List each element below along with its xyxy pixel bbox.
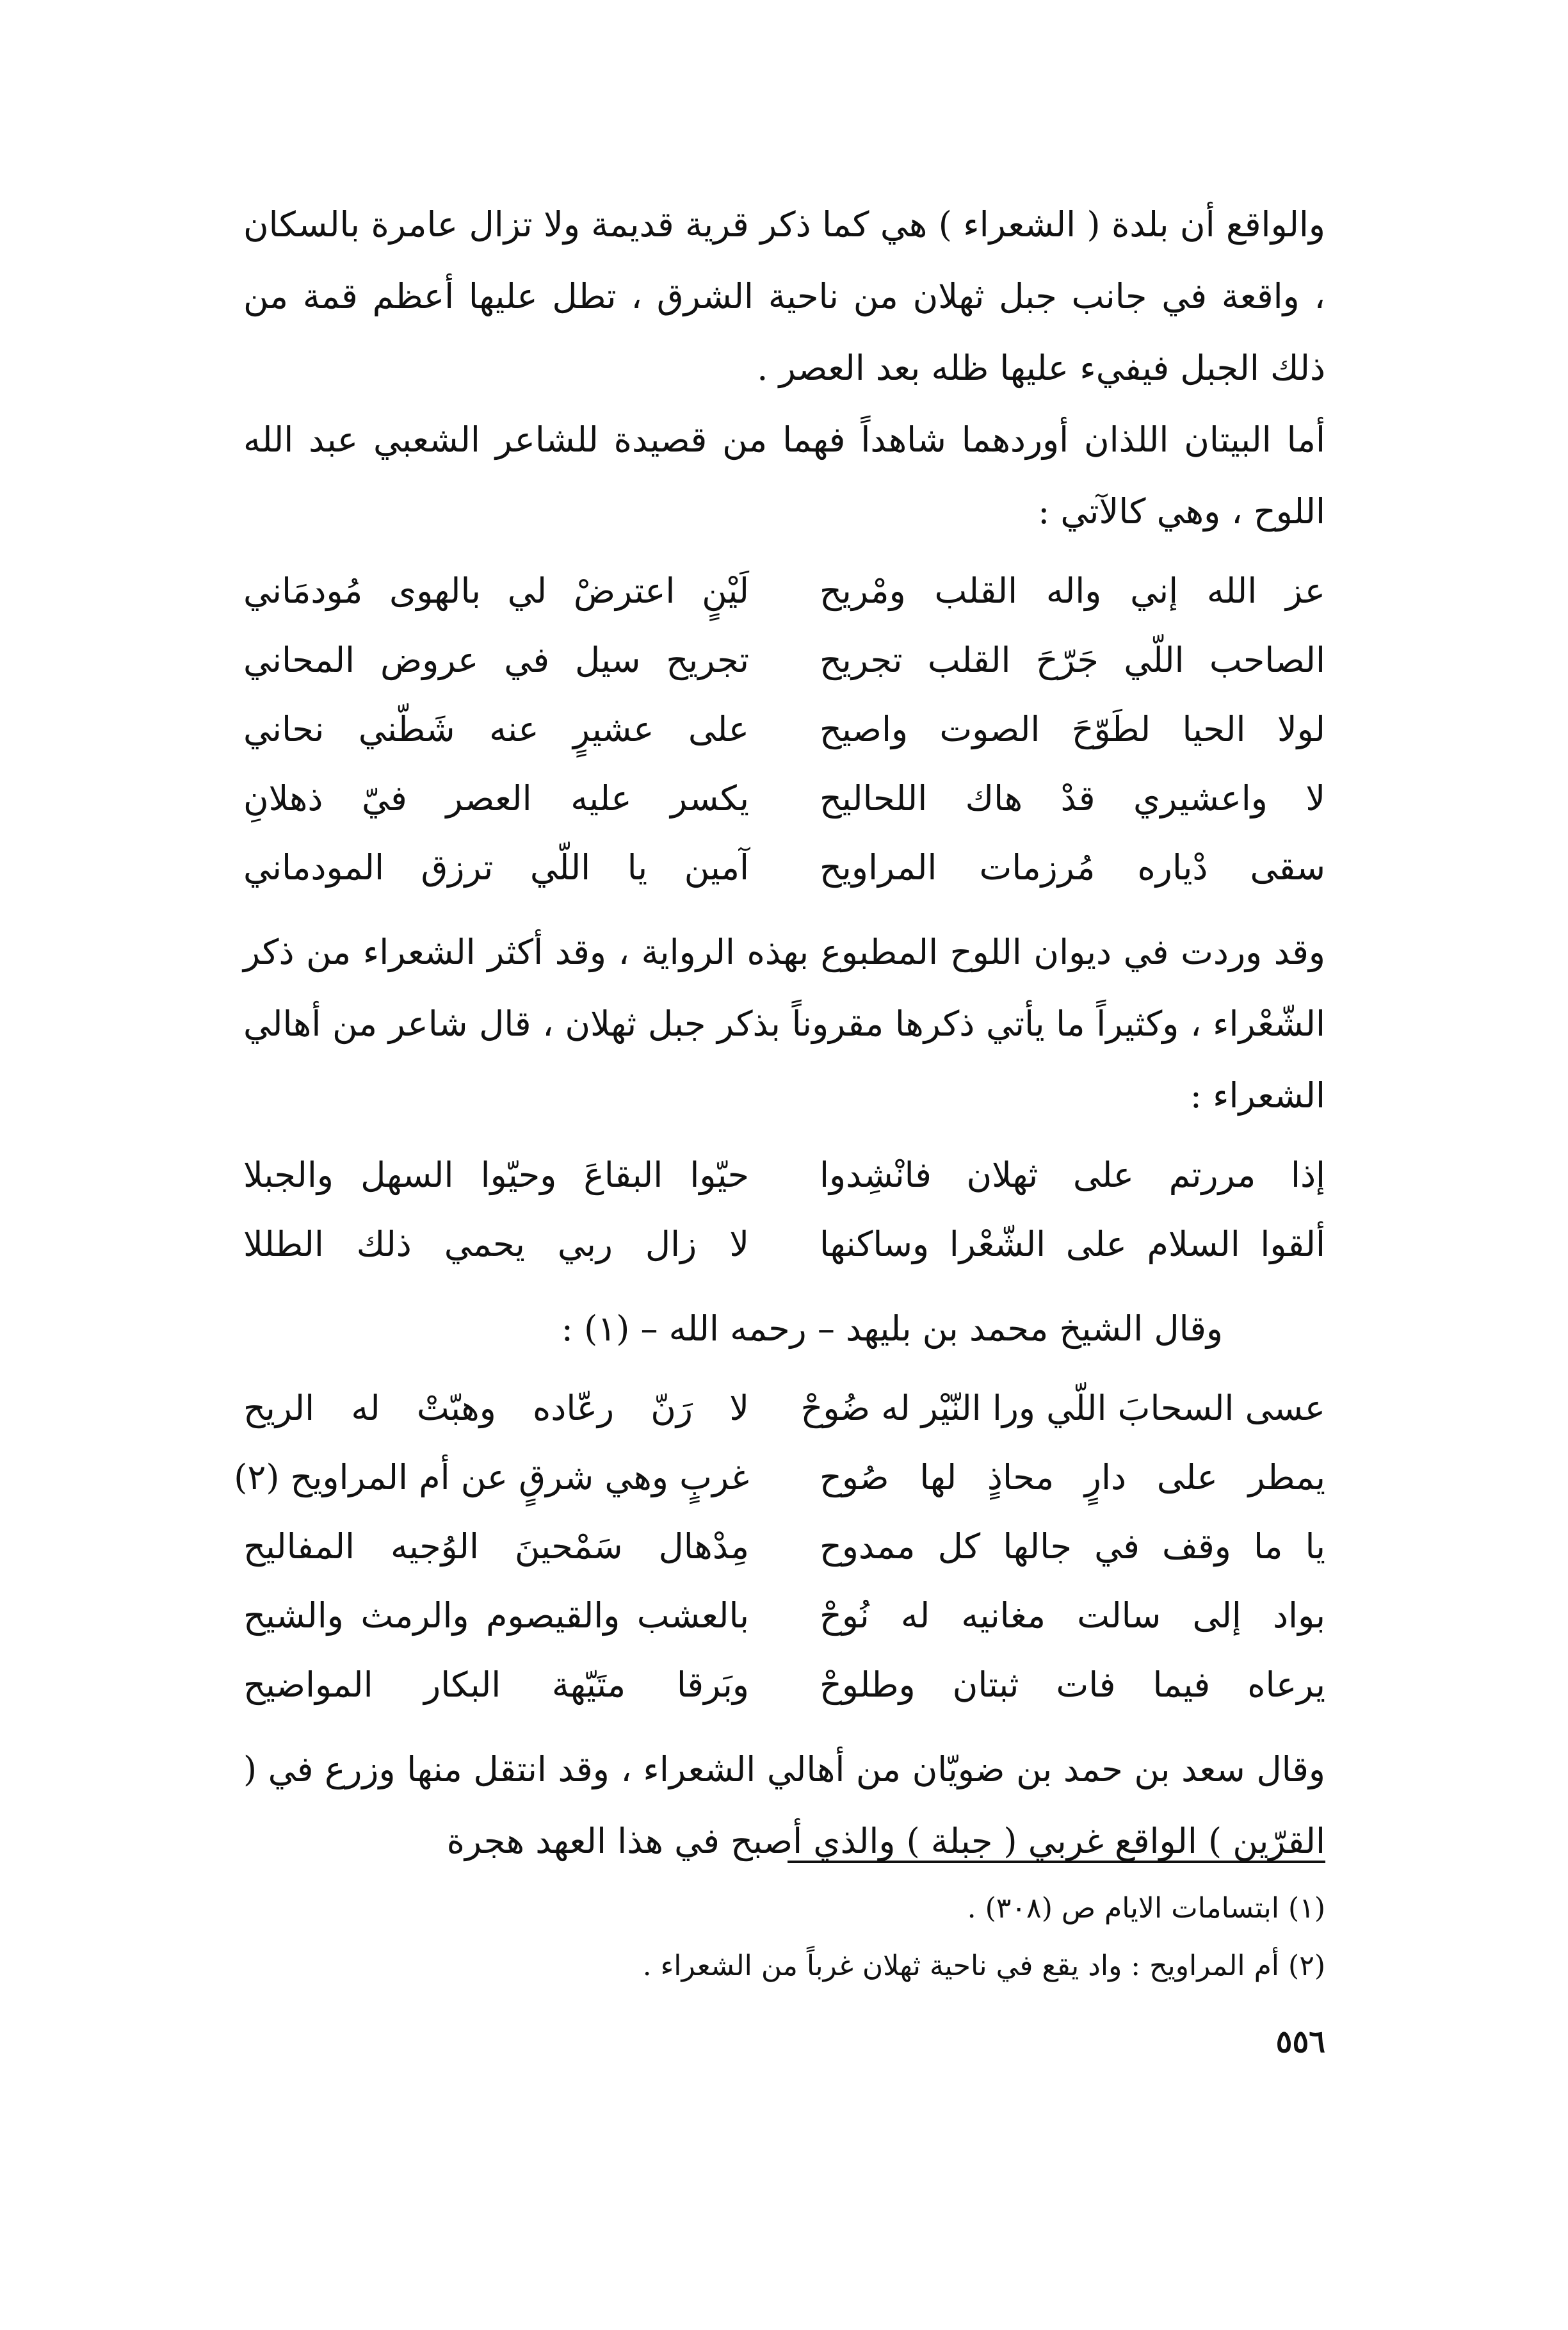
verse-first-hemistich: ألقوا السلام على الشّعْرا وساكنها (820, 1224, 1325, 1264)
footnote-2: (٢) أم المراويح : واد يقع في ناحية ثهلان غرباً من الشعراء . (642, 1950, 1325, 1982)
verse-second-hemistich: تجريح سيل في عروض المحاني (243, 640, 749, 680)
paragraph-1: والواقع أن بلدة ( الشعراء ) هي كما ذكر قرية قديمة ولا تزال عامرة بالسكان ، واقعة في جانب جبل ثهلان من ناحية الشرق ، تطل عليها أعظم قمة من ذلك الجبل فيفيء عليها ظله بعد العصر . (243, 204, 1325, 388)
verse-first-hemistich: عسى السحابَ اللّي ورا النّيْر له ضُوحْ (800, 1388, 1325, 1428)
paragraph-3: وقد وردت في ديوان اللوح المطبوع بهذه الرواية ، وقد أكثر الشعراء من ذكر الشّعْراء ، وكثيراً ما يأتي ذكرها مقروناً بذكر جبل ثهلان ، قال شاعر من أهالي الشعراء : (243, 932, 1325, 1116)
poem-3 (234, 1374, 1325, 1720)
verse-line (234, 1443, 1325, 1512)
poem-1 (243, 557, 1325, 902)
footnote-divider (788, 1861, 1325, 1863)
verse-first-hemistich: الصاحب اللّي جَرّحَ القلب تجريح (820, 640, 1325, 680)
verse-line (243, 764, 1325, 833)
verse-line (243, 1650, 1325, 1720)
verse-second-hemistich: حيّوا البقاعَ وحيّوا السهل والجبلا (243, 1155, 749, 1195)
verse-first-hemistich: لا واعشيري قدْ هاك اللحاليح (820, 778, 1325, 819)
verse-first-hemistich: بواد إلى سالت مغانيه له نُوحْ (820, 1595, 1325, 1636)
verse-second-hemistich: غربٍ وهي شرقٍ عن أم المراويح (٢) (234, 1457, 749, 1497)
paragraph-5: وقال سعد بن حمد بن ضويّان من أهالي الشعراء ، وقد انتقل منها وزرع في ( القرّين ) الواقع غربي ( جبلة ) والذي أصبح في هذا العهد هجرة (243, 1749, 1325, 1861)
verse-first-hemistich: يرعاه فيما فات ثبتان وطلوحْ (820, 1665, 1325, 1705)
verse-first-hemistich: لولا الحيا لطَوّحَ الصوت واصيح (820, 709, 1325, 749)
verse-line (243, 833, 1325, 902)
verse-line (243, 557, 1325, 626)
verse-second-hemistich: لَيْنٍ اعترضْ لي بالهوى مُودمَاني (243, 571, 749, 611)
verse-second-hemistich: لا زال ربي يحمي ذلك الطللا (243, 1224, 749, 1264)
footnotes (563, 1880, 1325, 1995)
paragraph-2: أما البيتان اللذان أوردهما شاهداً فهما من قصيدة للشاعر الشعبي عبد الله اللوح ، وهي كالآتي : (243, 420, 1325, 532)
paragraph-4: وقال الشيخ محمد بن بليهد – رحمه الله – (١) : (561, 1308, 1223, 1349)
verse-line (243, 1141, 1325, 1210)
verse-second-hemistich: مِدْهال سَمْحينَ الوُجيه المفاليح (243, 1526, 749, 1567)
verse-line (243, 1581, 1325, 1650)
verse-second-hemistich: وبَرقا متَيّهة البكار المواضيح (243, 1665, 749, 1705)
verse-first-hemistich: إذا مررتم على ثهلان فانْشِدوا (820, 1155, 1325, 1195)
verse-first-hemistich: عز الله إني واله القلب ومْريح (820, 571, 1325, 611)
verse-line (243, 1374, 1325, 1443)
footnote-1: (١) ابتسامات الايام ص (٣٠٨) . (967, 1892, 1325, 1925)
verse-line (243, 1210, 1325, 1279)
verse-line (243, 695, 1325, 764)
page-number: ٥٥٦ (1275, 2024, 1325, 2060)
verse-second-hemistich: لا رَنّ رعّاده وهبّتْ له الريح (243, 1388, 749, 1428)
verse-line (243, 1512, 1325, 1581)
main-text (234, 189, 1325, 1877)
verse-second-hemistich: على عشيرٍ عنه شَطّني نحاني (243, 709, 749, 749)
verse-line (243, 626, 1325, 695)
verse-first-hemistich: يمطر على دارٍ محاذٍ لها صُوح (820, 1457, 1325, 1497)
verse-second-hemistich: بالعشب والقيصوم والرمث والشيح (243, 1595, 749, 1636)
poem-2 (243, 1141, 1325, 1279)
verse-first-hemistich: سقى دْياره مُرزمات المراويح (820, 847, 1325, 888)
verse-first-hemistich: يا ما وقف في جالها كل ممدوح (820, 1526, 1325, 1567)
verse-second-hemistich: آمين يا اللّي ترزق المودماني (243, 847, 749, 888)
verse-second-hemistich: يكسر عليه العصر فيّ ذهلانِ (243, 778, 749, 819)
